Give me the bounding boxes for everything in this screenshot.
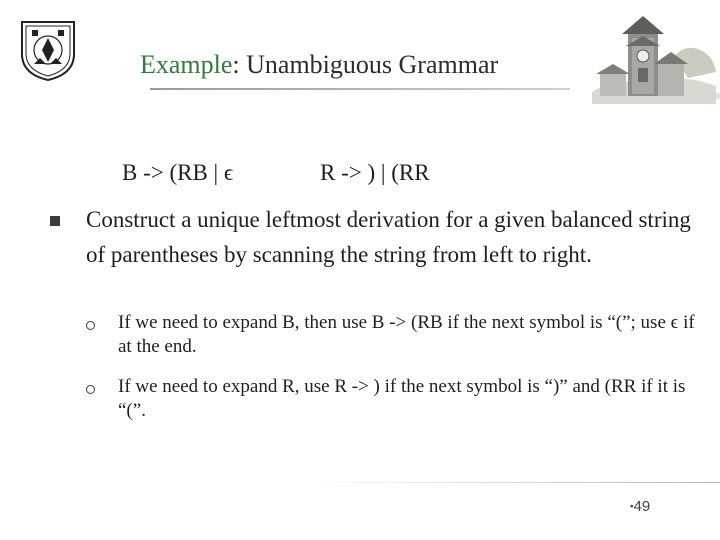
grammar-rule-b: B -> (RB | ϵ [122,160,234,185]
sub-bullet-text: If we need to expand B, then use B -> (RB if the next symbol is “(”; use ϵ if at the end. [118,312,695,357]
title-prefix: Example [140,50,233,79]
sub-bullet-circle-icon [86,385,95,394]
bullet-text: Construct a unique leftmost derivation for a given balanced string of parentheses by scanning the string from left to right. [86,207,691,267]
sub-bullet-circle-icon [86,321,95,330]
sub-bullet-text: If we need to expand R, use R -> ) if the next symbol is “)” and (RR if it is “(”. [118,376,686,421]
page-number [630,498,650,515]
university-seal-icon [18,18,78,82]
footer-divider [300,482,720,483]
title-underline [150,88,570,90]
grammar-rule-r: R -> ) | (RR [320,160,430,185]
title-rest: : Unambiguous Grammar [232,50,499,79]
page-bullet: • [630,501,634,513]
clock-tower-illustration [588,12,720,104]
bullet-square-icon [50,216,60,226]
page-number-value: 49 [633,498,651,515]
slide-title [140,50,498,80]
